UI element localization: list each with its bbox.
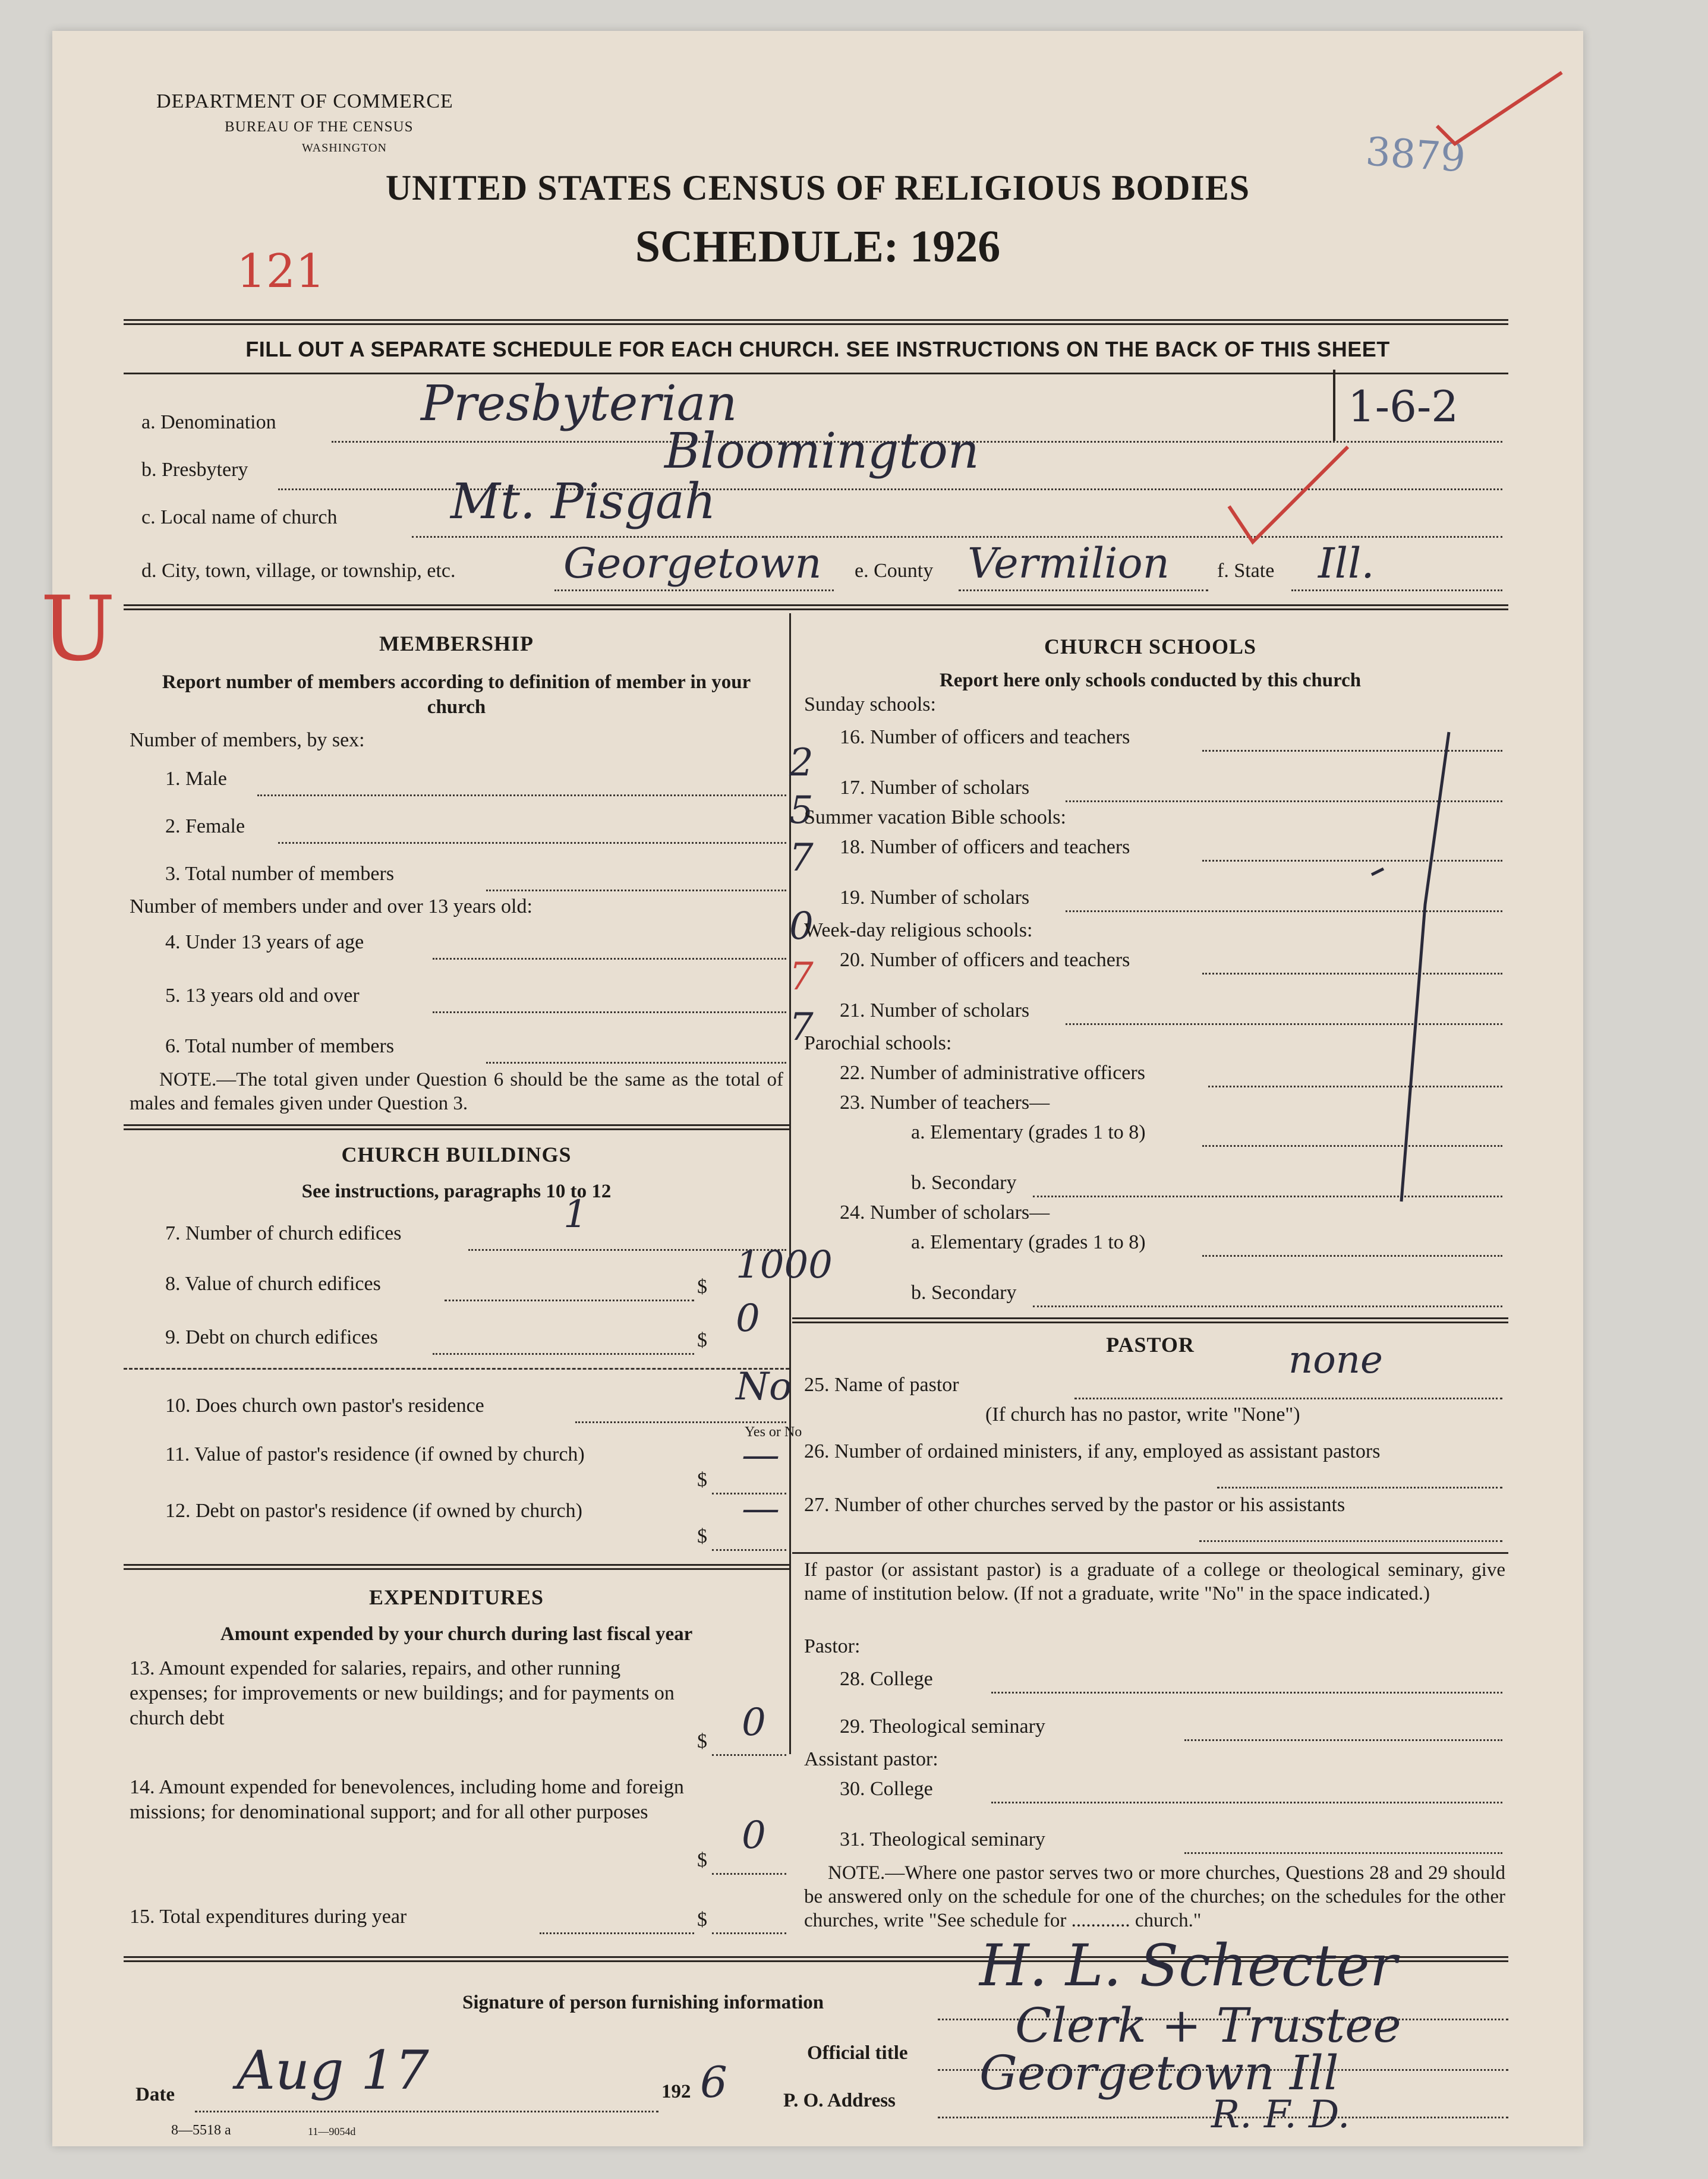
q20-label: 20. Number of officers and teachers [840, 949, 1130, 971]
date-label: Date [135, 2084, 175, 2105]
schools-strike-through [1360, 726, 1479, 1207]
edifices-count-value: 1 [563, 1193, 588, 1237]
city-label: d. City, town, village, or township, etc. [141, 560, 456, 582]
q29-label: 29. Theological seminary [840, 1716, 1045, 1737]
edifices-debt-dollar: $ [697, 1329, 707, 1351]
q29-line [1184, 1739, 1502, 1741]
expenditures-subheading: Amount expended by your church during last fiscal year [220, 1623, 693, 1645]
q24a-label: a. Elementary (grades 1 to 8) [911, 1231, 1146, 1253]
denomination-label: a. Denomination [141, 411, 276, 433]
member-under13-value: 0 [789, 904, 814, 948]
exp-total-dollar: $ [697, 1909, 707, 1931]
rule-buildings [124, 1564, 789, 1570]
residence-value-value: — [742, 1433, 780, 1477]
q21-label: 21. Number of scholars [840, 999, 1030, 1021]
exp-total-line [540, 1932, 694, 1934]
census-schedule-sheet [40, 31, 1583, 2146]
county-label: e. County [855, 560, 934, 582]
edifices-debt-label: 9. Debt on church edifices [165, 1326, 378, 1348]
membership-heading: MEMBERSHIP [379, 632, 534, 655]
pastor-name-value: none [1288, 1338, 1383, 1382]
exp-running-label: 13. Amount expended for salaries, repairs, and other running expenses; for improvements or new buildings; and for payments on church debt [130, 1657, 675, 1729]
q16-label: 16. Number of officers and teachers [840, 726, 1130, 748]
member-female-value: 5 [789, 789, 814, 833]
pastor-name-label: 25. Name of pastor [804, 1374, 959, 1396]
department-heading: DEPARTMENT OF COMMERCE [156, 90, 453, 112]
denomination-value: Presbyterian [421, 376, 738, 432]
member-over13-label: 5. 13 years old and over [165, 985, 360, 1007]
residence-own-line [575, 1421, 786, 1423]
state-line [1291, 589, 1502, 591]
residence-debt-label: 12. Debt on pastor's residence (if owned by church) [165, 1500, 582, 1522]
official-title-value: Clerk + Trustee [1015, 1998, 1401, 2053]
residence-debt-value: — [742, 1487, 780, 1531]
exp-running-dollar: $ [697, 1730, 707, 1752]
residence-own-value: No [736, 1365, 792, 1409]
q27-line [1199, 1540, 1502, 1542]
membership-intro: Report number of members according to definition of member in your church [162, 671, 751, 718]
weekday-schools-label: Week-day religious schools: [804, 919, 1033, 941]
q27-label: 27. Number of other churches served by the pastor or his assistants [804, 1494, 1345, 1516]
po-address-label: P. O. Address [783, 2090, 896, 2111]
local-name-value: Mt. Pisgah [450, 474, 716, 530]
residence-debt-line [712, 1549, 786, 1551]
edifices-value-dollar: $ [697, 1276, 707, 1298]
yes-no-hint: Yes or No [745, 1424, 802, 1440]
form-title: UNITED STATES CENSUS OF RELIGIOUS BODIES [385, 168, 1250, 207]
member-male-value: 2 [789, 741, 814, 785]
member-male-label: 1. Male [165, 768, 227, 790]
city-value: Georgetown [563, 539, 822, 588]
q23-label: 23. Number of teachers— [840, 1092, 1050, 1114]
edifices-count-label: 7. Number of church edifices [165, 1222, 402, 1244]
q30-line [991, 1802, 1502, 1803]
edifices-value-line [445, 1300, 694, 1301]
margin-mark: U [40, 578, 116, 681]
county-value: Vermilion [968, 539, 1170, 588]
official-title-label: Official title [807, 2042, 908, 2064]
exp-benevolence-value: 0 [742, 1814, 766, 1858]
exp-total-label: 15. Total expenditures during year [130, 1906, 407, 1928]
sunday-schools-label: Sunday schools: [804, 693, 936, 715]
rule-pastor [792, 1552, 1508, 1554]
buildings-subheading: See instructions, paragraphs 10 to 12 [301, 1181, 612, 1202]
stamp-number: 3879 [1364, 128, 1467, 181]
buildings-heading: CHURCH BUILDINGS [341, 1143, 572, 1166]
q22-label: 22. Number of administrative officers [840, 1062, 1145, 1084]
q24-label: 24. Number of scholars— [840, 1202, 1050, 1223]
residence-value-label: 11. Value of pastor's residence (if owned by church) [165, 1443, 585, 1465]
edifices-debt-line [433, 1353, 694, 1355]
q19-label: 19. Number of scholars [840, 887, 1030, 909]
member-over13-value: 7 [789, 955, 814, 999]
pastor-heading: PASTOR [1106, 1333, 1195, 1357]
local-name-label: c. Local name of church [141, 506, 338, 528]
q31-label: 31. Theological seminary [840, 1828, 1045, 1850]
date-line [195, 2111, 658, 2112]
member-total-value: 7 [789, 836, 814, 880]
member-under13-label: 4. Under 13 years of age [165, 931, 364, 953]
graduate-note: If pastor (or assistant pastor) is a graduate of a college or theological seminary, give name of institution below. (If not a graduate, write "No" in the space indicated.) [804, 1559, 1505, 1604]
edifices-value-label: 8. Value of church edifices [165, 1273, 381, 1295]
schedule-title: SCHEDULE: 1926 [635, 222, 1001, 272]
member-over13-line [433, 1011, 786, 1013]
presbytery-label: b. Presbytery [141, 459, 248, 481]
q23b-label: b. Secondary [911, 1172, 1017, 1194]
signature-label: Signature of person furnishing information [462, 1992, 824, 2013]
q28-label: 28. College [840, 1668, 933, 1690]
rule-top [124, 319, 1508, 325]
members-by-sex-label: Number of members, by sex: [130, 729, 365, 751]
member-total2-line [486, 1062, 786, 1064]
signature-value: H. L. Schecter [979, 1932, 1397, 1999]
rule-identity [124, 604, 1508, 610]
q18-label: 18. Number of officers and teachers [840, 836, 1130, 858]
rule-membership [124, 1124, 789, 1130]
assistant-subhead: Assistant pastor: [804, 1748, 938, 1770]
member-total2-value: 7 [789, 1005, 814, 1049]
form-code-2: 11—9054d [308, 2126, 356, 2137]
q26-line [1217, 1487, 1502, 1489]
exp-running-value: 0 [742, 1701, 766, 1745]
q30-label: 30. College [840, 1778, 933, 1800]
county-line [959, 589, 1208, 591]
member-under13-line [433, 958, 786, 960]
membership-note: NOTE.—The total given under Question 6 should be the same as the total of males and females given under Question 3. [130, 1069, 783, 1114]
q26-label: 26. Number of ordained ministers, if any, employed as assistant pastors [804, 1440, 1381, 1462]
q24b-line [1033, 1305, 1502, 1307]
state-label: f. State [1217, 560, 1275, 582]
residence-debt-dollar: $ [697, 1525, 707, 1547]
margin-number: 121 [237, 245, 325, 298]
member-total-line [486, 890, 786, 891]
rule-schools [792, 1317, 1508, 1323]
po-address-value: Georgetown Ill [979, 2045, 1339, 2101]
schools-intro: Report here only schools conducted by this church [939, 670, 1362, 691]
date-value: Aug 17 [237, 2039, 429, 2102]
city-line [554, 589, 834, 591]
bureau-heading: BUREAU OF THE CENSUS [225, 119, 414, 135]
red-checkmark-mid [1223, 441, 1354, 548]
exp-total-line2 [712, 1932, 786, 1934]
summer-schools-label: Summer vacation Bible schools: [804, 806, 1066, 828]
presbytery-value: Bloomington [664, 423, 979, 480]
expenditures-heading: EXPENDITURES [368, 1585, 544, 1609]
q24a-line [1202, 1255, 1502, 1257]
code-value: 1-6-2 [1348, 381, 1459, 431]
exp-benevolence-dollar: $ [697, 1849, 707, 1871]
residence-own-label: 10. Does church own pastor's residence [165, 1395, 484, 1417]
member-female-label: 2. Female [165, 815, 245, 837]
exp-benevolence-label: 14. Amount expended for benevolences, including home and foreign missions; for denominational support; and for all other purposes [130, 1776, 684, 1823]
pastor-note: NOTE.—Where one pastor serves two or more churches, Questions 28 and 29 should be answered only on the schedule for one of the churches; on the schedules for the other churches, write "See schedule for ............ church." [804, 1862, 1505, 1931]
member-male-line [257, 794, 786, 796]
city-heading: WASHINGTON [302, 141, 387, 154]
residence-value-dollar: $ [697, 1469, 707, 1491]
year-value: 6 [700, 2057, 727, 2107]
rule-dashed-buildings [124, 1368, 789, 1370]
rule-banner [124, 373, 1508, 374]
red-checkmark-top [1431, 67, 1568, 150]
state-value: Ill. [1318, 539, 1375, 588]
year-prefix: 192 [661, 2081, 691, 2102]
exp-benevolence-line [712, 1873, 786, 1875]
members-by-age-label: Number of members under and over 13 years old: [130, 895, 532, 917]
member-total2-label: 6. Total number of members [165, 1035, 395, 1057]
q17-label: 17. Number of scholars [840, 777, 1030, 799]
q28-line [991, 1692, 1502, 1694]
pastor-subhead: Pastor: [804, 1635, 861, 1657]
edifices-value-value: 1000 [736, 1243, 833, 1287]
q24b-label: b. Secondary [911, 1282, 1017, 1304]
schools-heading: CHURCH SCHOOLS [1044, 635, 1257, 658]
pastor-name-line [1074, 1398, 1502, 1399]
member-total-label: 3. Total number of members [165, 863, 395, 885]
code-divider [1333, 370, 1335, 441]
exp-running-line [712, 1754, 786, 1756]
po-address-value2: R. F. D. [1211, 2093, 1350, 2137]
member-female-line [278, 842, 786, 844]
pastor-name-hint: (If church has no pastor, write "None") [985, 1404, 1300, 1426]
edifices-debt-value: 0 [736, 1297, 760, 1341]
instruction-banner: FILL OUT A SEPARATE SCHEDULE FOR EACH CHURCH. SEE INSTRUCTIONS ON THE BACK OF THIS SHEET [245, 337, 1390, 361]
parochial-schools-label: Parochial schools: [804, 1032, 952, 1054]
q23a-label: a. Elementary (grades 1 to 8) [911, 1121, 1146, 1143]
q31-line [1184, 1852, 1502, 1854]
form-code-1: 8—5518 a [171, 2123, 231, 2138]
